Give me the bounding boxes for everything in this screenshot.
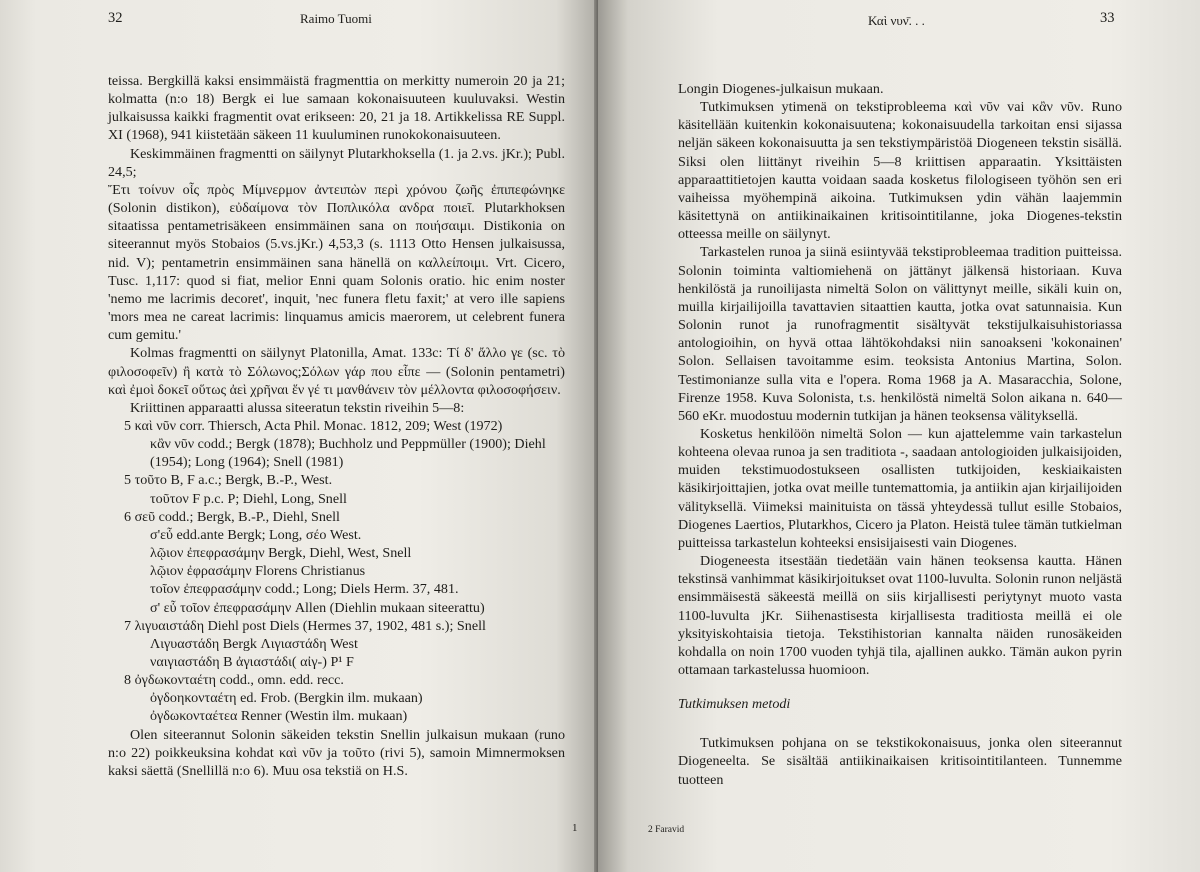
apparatus-line: τοῦτον F p.c. P; Diehl, Long, Snell [150,490,347,507]
paragraph: Ἔτι τοίνυν οἷς πρὸς Μίμνερμον ἀντειπὼν περὶ χρόνου ζωῆς ἐπιπεφώνηκε (Solonin distikon), εὐδαίμονα τὸν Ποπλικόλα ανδρα ποιεῖ. Plutarkhoksen sitaatissa pentametrisäkeen ensimmäinen sana on ποιήσαιμι. Distikonia on siteerannut myös Stobaios (5.vs.jKr.) 4,53,3 (s. 1113 Otto Hensen julkaisussa, nid. V); pentametrin ensimmäinen sana hänellä on καλλείποιμι. Vrt. Cicero, Tusc. 1,117: quod si fiat, melior Enni quam Solonis oratio. hic enim noster 'nemo me lacrimis decoret', inquit, 'nec funera fletu faxit;' at vero ille sapiens 'mors mea ne careat lacrimis: linquamus amicis maerorem, ut celebrent funera cum gemitu.' [108,181,565,344]
paragraph: Tutkimuksen ytimenä on tekstiprobleema καὶ νῦν vai κἂν νῦν. Runo käsitellään kuitenkin kokonaisuutena; kokonaisuudella tarkoitan ensi sijassa neljän säkeen kokonaisuutta ja sen tekstiympäristöä Diogeneen tekstin sisällä. Siksi olen liittänyt riveihin 5—8 kriittisen apparaatin. Yksittäisten apparaattitietojen kautta voidaan saada kosketus filologiseen työhön sen eri vaiheissa myöhempinä aikoina. Tutkimuksen ydin vähän laajemmin käsitettynä on antiikinaikainen kritisointitilanne, joka Diogenes-tekstin otteessa meille on säilynyt. [678,99,1122,243]
paragraph: Kosketus henkilöön nimeltä Solon — kun ajattelemme vain tarkastelun kohteena olevaa runoa ja sen traditiota -, saadaan antologioiden julkaisijoiden, muiden tekstimuodostukseen osallisten tutkijoiden, keskiaikaisten käsikirjoittajien, jotka ovat meille tuntemattomia, ja antiikin ajan kirjailijoiden välityksellä. Viimeksi mainituista on tässä yhteydessä tullut esille Stobaios, Diogenes Laertios, Plutarkhos, Cicero ja Platon. Heistä tulee tämän tutkielman puitteissa tarkastelun kohteeksi ensisijaisesti vain Diogenes. [678,425,1122,551]
paragraph: Olen siteerannut Solonin säkeiden tekstin Snellin julkaisun mukaan (runo n:o 22) poikkeuksina kohdat καὶ νῦν ja τοῦτο (rivi 5), samoin Mimnermoksen kaksi säettä (Snellillä n:o 6). Muu osa tekstiä on H.S. [108,726,565,779]
apparatus-line: 6 σεῦ codd.; Bergk, B.-P., Diehl, Snell [124,508,340,525]
apparatus-line: 8 ὀγδωκονταέτη codd., omn. edd. recc. [124,672,344,689]
left-running-head: Raimo Tuomi [300,11,372,26]
left-page-number: 32 [108,10,123,26]
left-body-text [108,72,565,780]
apparatus-line: τοῖον ἐπεφρασάμην codd.; Long; Diels Herm. 37, 481. [150,581,459,598]
right-page [598,0,1200,872]
critical-apparatus [108,417,565,726]
right-footer-note: 2 Faravid [648,825,685,835]
apparatus-line: σ'εὖ edd.ante Bergk; Long, σέο West. [150,526,362,543]
paragraph: Keskimmäinen fragmentti on säilynyt Plutarkhoksella (1. ja 2.vs. jKr.); Publ. 24,5; [108,145,565,180]
apparatus-line: Λιγυαστάδη Bergk Λιγιαστάδη West [150,635,358,652]
right-running-head: Καὶ νυν̄. . . [868,13,925,28]
apparatus-line: 5 τοῦτο B, F a.c.; Bergk, B.-P., West. [124,472,333,489]
apparatus-line: λῷιον ἐπεφρασάμην Bergk, Diehl, West, Snell [150,545,412,562]
paragraph: teissa. Bergkillä kaksi ensimmäistä fragmenttia on merkitty numeroin 20 ja 21; kolmatta (n:o 18) Bergk ei lue samaan kokonaisuuteen kuuluvaksi. Westin julkaisussa kaikki fragmentit ovat erikseen: 20, 21 ja 18. Artikkelissa RE Suppl. XI (1968), 941 kiistetään säkeen 11 kuuluminen runokokonaisuuteen. [108,73,565,144]
paragraph: Kolmas fragmentti on säilynyt Platonilla, Amat. 133c: Τί δ' ἄλλο γε (sc. τὸ φιλοσοφεῖν) ἢ κατὰ τὸ Σόλωνος;Σόλων γάρ που εἶπε — (Solonin pentametri) καὶ ἐμοὶ δοκεῖ οὕτως ἀεὶ χρῆναι ἕν γέ τι μανθάνειν τὸν μέλλοντα φιλοσοφήσειν. [108,345,565,398]
paragraph: Tarkastelen runoa ja siinä esiintyvää tekstiprobleemaa tradition puitteissa. Solonin toiminta valtiomiehenä on jättänyt jälkensä historiaan. Kuva henkilöstä ja runoilijasta nimeltä Solon on välittynyt meille, sikäli kuin on, muilla kirjailijoilla tavattavien sitaattien kautta, jotka ovat satunnaisia. Kun Solonin runot ja runofragmentit sisältyvät tekstijulkaisuhistoriassa antologioihin, on hyvä ottaa lähtökohdaksi niin sanoakseni 'kokonainen' Solon. Sellaisen tavoitamme esim. teoksista Antonius Martina, Solon. Testimonianze sulla vita e l'opera. Roma 1968 ja A. Masaracchia, Solone, Firenze 1958. Kuva Solonista, t.s. henkilöstä nimeltä Solon aikana n. 640—560 eKr. muodostuu modernin tutkijan ja hänen teoksensa välityksellä. [678,244,1122,424]
apparatus-line: κἂν νῦν codd.; Bergk (1878); Buchholz und Peppmüller (1900); Diehl (1954); Long (1964); Snell (1981) [150,436,546,471]
apparatus-line: 5 καὶ νῦν corr. Thiersch, Acta Phil. Monac. 1812, 209; West (1972) [124,417,503,434]
right-page-number: 33 [1100,10,1115,26]
apparatus-line: λῷιον ἐφρασάμην Florens Christianus [150,563,366,580]
section-heading: Tutkimuksen metodi [678,696,791,713]
paragraph: Tutkimuksen pohjana on se tekstikokonaisuus, jonka olen siteerannut Diogeneelta. Se sisältää antiikinaikaisen kritisointitilanteen. Tunnemme tuotteen [678,735,1122,788]
paragraph: Kriittinen apparaatti alussa siteeratun tekstin riveihin 5—8: [130,399,465,416]
paragraph: Diogeneesta itsestään tiedetään vain hänen teoksensa kautta. Hänen tekstinsä vanhimmat käsikirjoitukset ovat 1100-luvulta. Solonin runon neljästä ensimmäisestä säkeestä meillä on siis kirjallisesti periytynyt muoto vasta 1100-luvulta jKr. Siihenastisesta kirjallisesta traditiosta meillä ei ole yksityiskohtaisia tietoja. Tekstihistorian kannalta näiden runosäkeiden kohdalla on noin 1700 vuoden tyhjä tila, ajallinen aukko. Tämän aukon pyrin ottamaan tarkastelussa huomioon. [678,553,1122,678]
paragraph: Longin Diogenes-julkaisun mukaan. [678,81,884,97]
left-footer-mark: 1 [572,822,578,834]
apparatus-line: 7 λιγυαιστάδη Diehl post Diels (Hermes 37, 1902, 481 s.); Snell [124,617,486,634]
left-page [0,0,598,872]
apparatus-line: ὀγδοηκονταέτη ed. Frob. (Bergkin ilm. mukaan) [150,690,423,707]
apparatus-line: ναιγιαστάδη B ἀγιαστάδι( αἰγ-) P¹ F [150,654,354,670]
apparatus-line: ὀγδωκονταέτεα Renner (Westin ilm. mukaan) [150,708,408,725]
apparatus-line: σ' εὖ τοῖον ἐπεφρασάμην Allen (Diehlin mukaan siteerattu) [150,599,485,616]
right-body-text [678,80,1122,789]
